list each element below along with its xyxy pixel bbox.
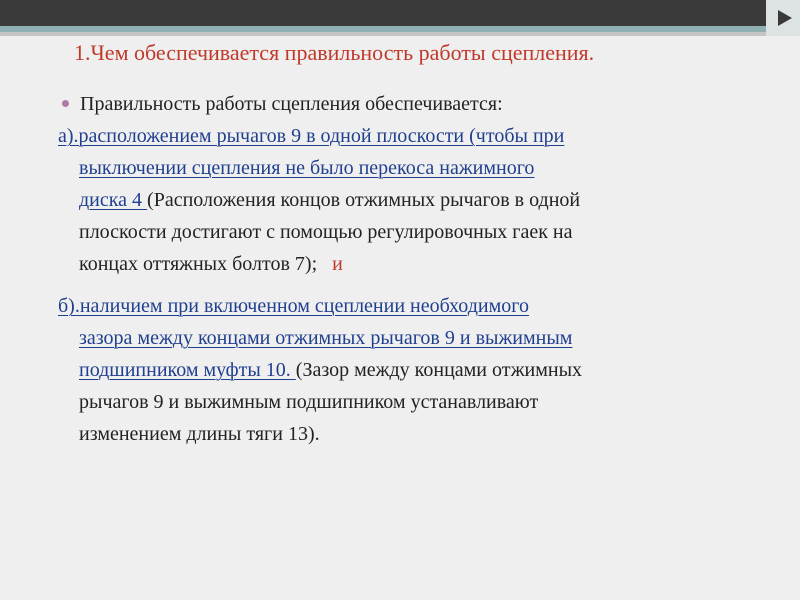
header-bar-dark — [0, 0, 800, 26]
item-b-link-text: подшипником муфты 10. — [79, 359, 296, 381]
item-a-note: концах оттяжных болтов 7); — [79, 253, 318, 275]
item-a-line-5 — [58, 248, 760, 280]
item-b-note: изменением длины тяги 13). — [79, 423, 320, 445]
slide-title: 1.Чем обеспечивается правильность работы сцепления. — [74, 40, 595, 65]
conjunction: и — [332, 253, 343, 275]
slide-content — [60, 88, 760, 450]
bullet-text: Правильность работы сцепления обеспечивается: — [80, 93, 503, 115]
bullet-item — [60, 88, 760, 120]
item-b-link-text: б).наличием при включенном сцеплении необходимого — [58, 295, 529, 317]
item-a-line-2 — [58, 152, 760, 184]
triangle-right-icon — [778, 10, 792, 26]
item-a-link-text: диска 4 — [79, 189, 148, 211]
item-a-link-text: а).расположением рычагов 9 в одной плоскости (чтобы при — [58, 125, 565, 147]
item-b-link-text: зазора между концами отжимных рычагов 9 и выжимным — [79, 327, 573, 349]
item-b-line-3 — [58, 354, 760, 386]
item-b-line-4 — [58, 386, 760, 418]
item-b-note: рычагов 9 и выжимным подшипником устанавливают — [79, 391, 539, 413]
item-b-line-2 — [58, 322, 760, 354]
item-a-note: плоскости достигают с помощью регулировочных гаек на — [79, 221, 573, 243]
header-bar-grey — [0, 32, 800, 36]
item-b-line-1 — [58, 290, 760, 322]
corner-block — [766, 0, 800, 36]
item-b — [58, 290, 760, 450]
item-b-line-5 — [58, 418, 760, 450]
item-a-note: (Расположения концов отжимных рычагов в одной — [147, 189, 581, 211]
item-a — [58, 120, 760, 280]
item-b-note: (Зазор между концами отжимных — [295, 359, 583, 381]
item-a-line-4 — [58, 216, 760, 248]
item-a-link-text: выключении сцепления не было перекоса нажимного — [79, 157, 535, 179]
item-a-line-3 — [58, 184, 760, 216]
bullet-dot-icon — [62, 100, 69, 107]
item-a-line-1 — [58, 120, 760, 152]
